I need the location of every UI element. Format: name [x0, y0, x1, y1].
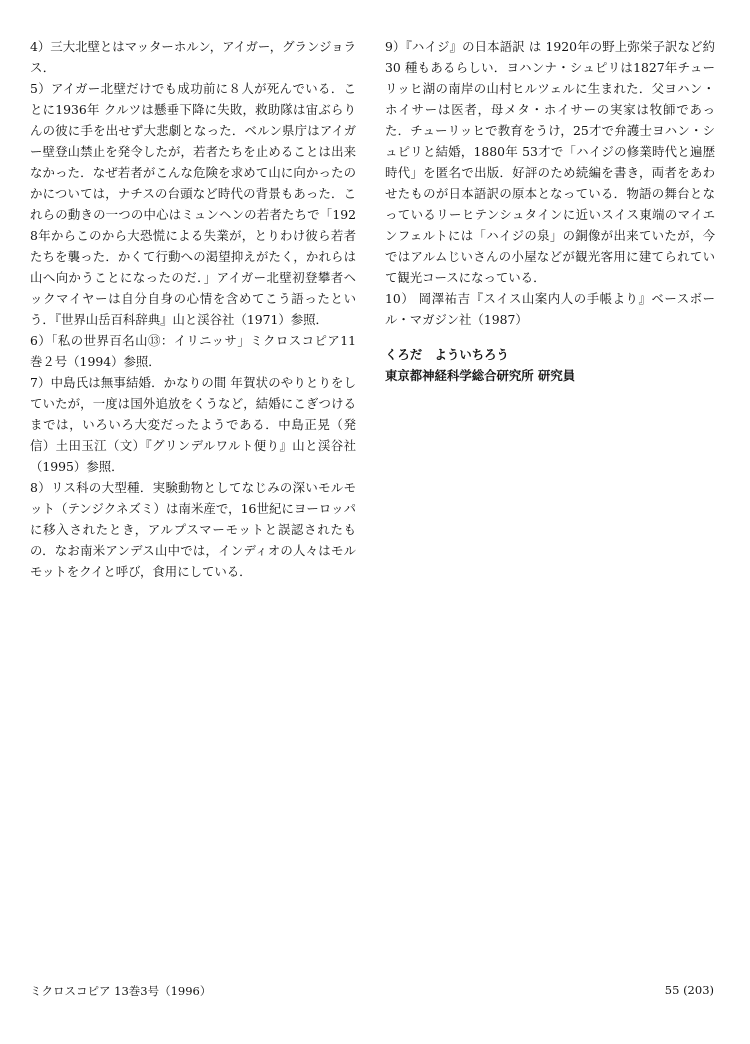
footnote-8: 8）リス科の大型種．実験動物としてなじみの深いモルモット（テンジクネズミ）は南米産で，16世紀にヨーロッパに移入されたとき，アルプスマーモットと誤認されたもの．なお南米アンデス山中では，インディオの人々はモルモットをクイと呼び，食用にしている．	[30, 480, 356, 579]
footnote-9: 9）『ハイジ』の日本語訳 は 1920年の野上弥栄子訳など約30 種もあるらしい．ヨハンナ・シュピリは1827年チューリッヒ湖の南岸の山村ヒルツェルに生まれた．父ヨハン・ホイサーは医者，母メタ・ホイサーの実家は牧師であった．チューリッヒで教育をうけ，25才で弁護士ヨハン・シュピリと結婚，1880年 53才で「ハイジの修業時代と遍歴時代」を匿名で出版．好評のため続編を書き，両者をあわせたものが日本語訳の原本となっている．物語の舞台となっているリーヒテンシュタインに近いスイス東端のマイエンフェルトには「ハイジの泉」の銅像が出来ていたが，今ではアルムじいさんの小屋などが観光客用に建てられていて観光コースになっている．	[385, 39, 715, 285]
journal-footer: ミクロスコピア 13巻3号（1996）	[30, 984, 212, 998]
footnote-5: 5）アイガー北壁だけでも成功前に８人が死んでいる．ことに1936年 クルツは懸垂下降に失敗，救助隊は宙ぶらりんの彼に手を出せず大悲劇となった．ベルン県庁はアイガー壁登山禁止を発令したが，若者たちを止めることは出来なかった．なぜ若者がこんな危険を求めて山に向かったのかについては，ナチスの台頭など時代の背景もあった．これらの動きの一つの中心はミュンヘンの若者たちで「1928年からこのから大恐慌による失業が，とりわけ彼ら若者たちを襲った．かくて行動への渇望抑えがたく，かれらは山へ向かうことになったのだ．」アイガー北壁初登攀者ヘックマイヤーは自分自身の心情を含めてこう語ったという．『世界山岳百科辞典』山と渓谷社（1971）参照．	[30, 81, 356, 327]
left-column	[30, 36, 356, 582]
right-column	[385, 36, 715, 386]
footnote-10: 10） 岡澤祐吉『スイス山案内人の手帳より』ベースボール・マガジン社（1987）	[385, 291, 715, 327]
author-signature	[385, 344, 715, 386]
author-affiliation: 東京都神経科学総合研究所 研究員	[385, 368, 576, 383]
page-number: 55 (203)	[664, 983, 714, 997]
footnote-6: 6）「私の世界百名山⑬：イリニッサ」ミクロスコピア11巻２号（1994）参照．	[30, 333, 356, 369]
footnote-7: 7）中島氏は無事結婚．かなりの間 年賀状のやりとりをしていたが，一度は国外追放をくうなど，結婚にこぎつけるまでは，いろいろ大変だったようである．中島正晃（発信）土田玉江（文）『グリンデルワルト便り』山と渓谷社（1995）参照．	[30, 375, 356, 474]
author-name: くろだ よういちろう	[385, 347, 509, 362]
footnote-4: 4）三大北壁とはマッターホルン，アイガー，グランジョラス．	[30, 39, 356, 75]
